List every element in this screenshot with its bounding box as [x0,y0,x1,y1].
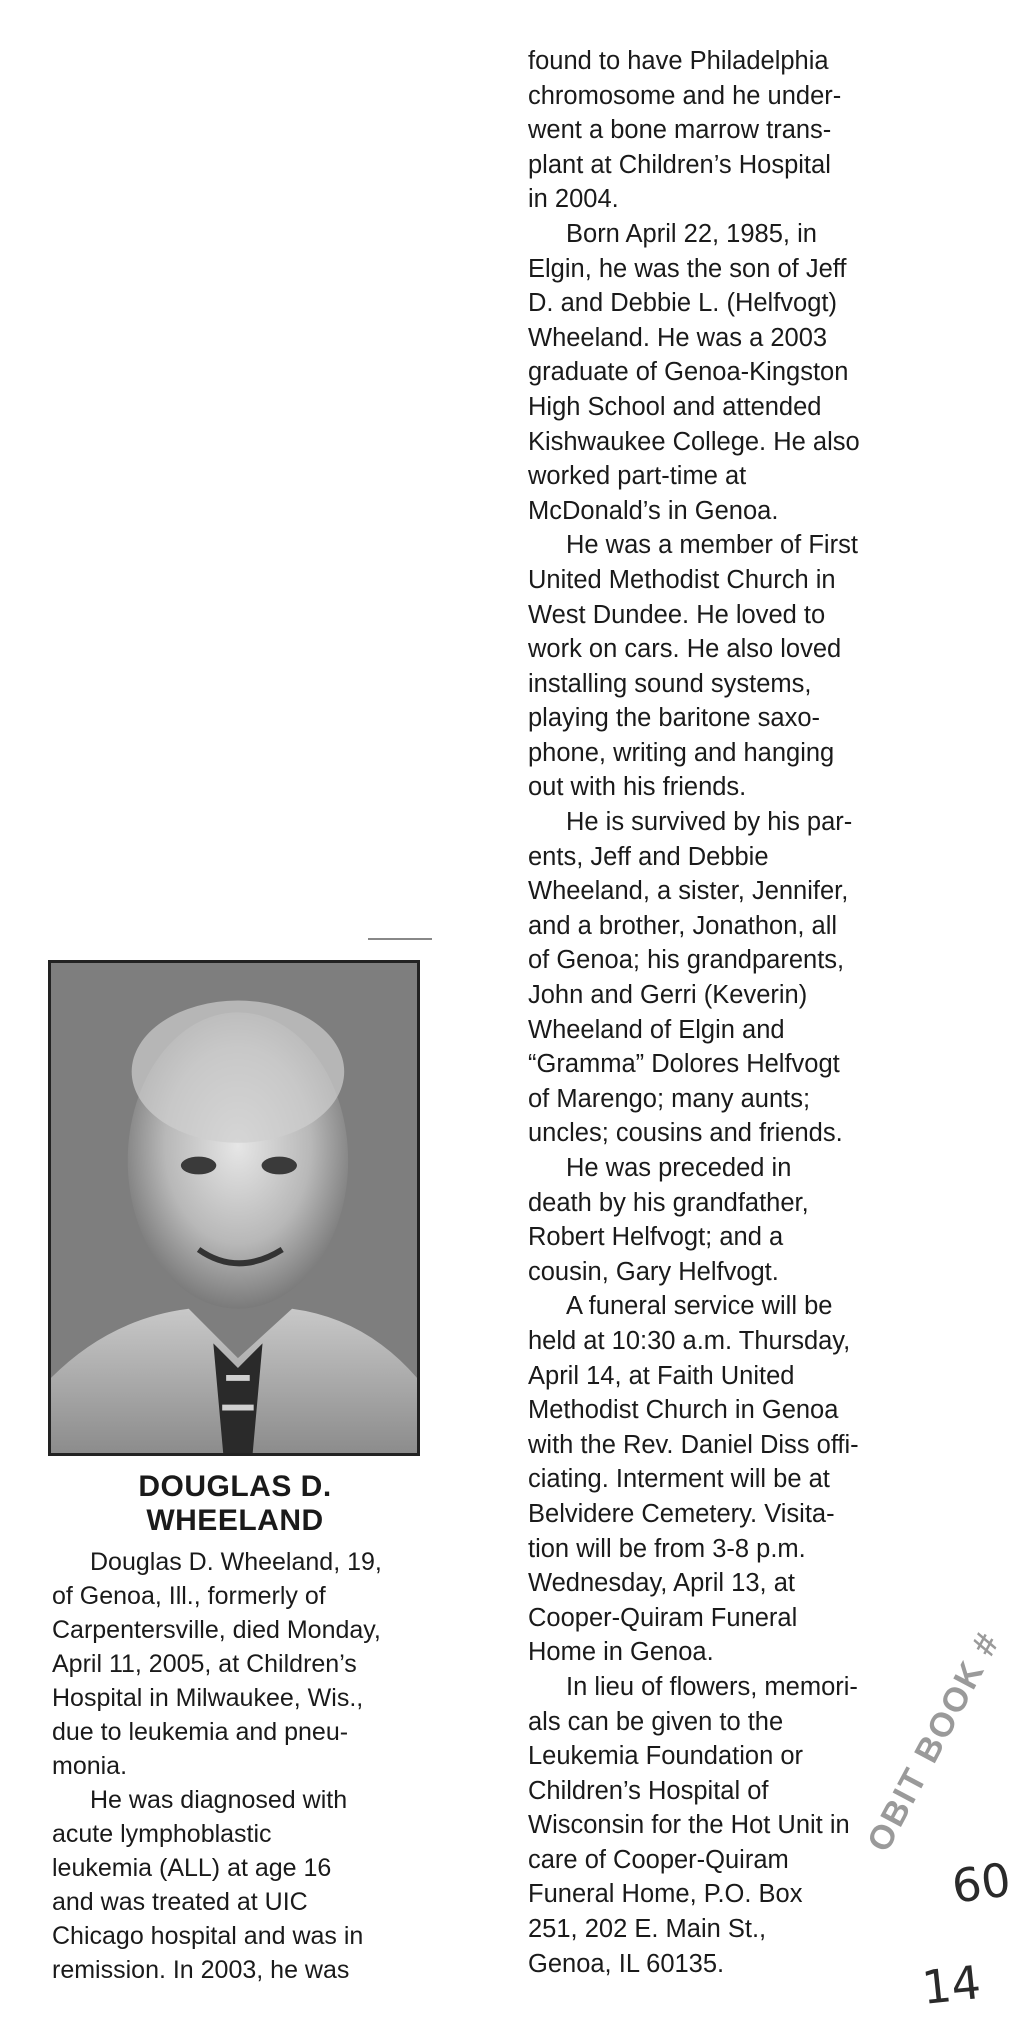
text-line: He was preceded in [566,1154,792,1182]
name-line-1: DOUGLAS D. [138,1470,332,1503]
paragraph [52,1783,432,1987]
text-line: Wheeland of Elgin and [528,1015,785,1044]
text-line: A funeral service will be [566,1292,833,1321]
text-line: Children’s Hospital of [528,1776,769,1805]
text-line: cousin, Gary Helfvogt. [528,1257,779,1286]
paragraph [528,44,968,217]
text-line: He was diagnosed with [90,1786,348,1814]
text-line: uncles; cousins and friends. [528,1119,843,1148]
text-line: tion will be from 3-8 p.m. [528,1534,806,1563]
text-line: acute lymphoblastic [52,1820,272,1848]
text-line: monia. [52,1752,128,1780]
divider-rule [368,938,432,940]
text-line: phone, writing and hanging [528,738,835,767]
text-line: Methodist Church in Genoa [528,1396,839,1425]
text-line: D. and Debbie L. (Helfvogt) [528,289,837,318]
text-line: Wisconsin for the Hot Unit in [528,1811,850,1840]
text-line: and was treated at UIC [52,1888,308,1916]
text-line: of Marengo; many aunts; [528,1084,811,1113]
text-line: Cooper-Quiram Funeral [528,1603,798,1632]
portrait-photo [48,960,420,1456]
text-line: Robert Helfvogt; and a [528,1223,784,1252]
text-line: ciating. Interment will be at [528,1465,830,1494]
text-line: He is survived by his par- [566,808,853,837]
text-line: Wheeland, a sister, Jennifer, [528,877,849,906]
paragraph [52,1545,432,1783]
text-line: worked part-time at [528,462,747,491]
text-line: als can be given to the [528,1707,784,1736]
paragraph [528,1151,968,1289]
text-line: McDonald’s in Genoa. [528,496,779,525]
text-line: “Gramma” Dolores Helfvogt [528,1050,840,1079]
paragraph [528,805,968,1151]
text-line: installing sound systems, [528,669,812,698]
text-line: plant at Children’s Hospital [528,150,831,179]
text-line: Hospital in Milwaukee, Wis., [52,1684,364,1712]
text-line: chromosome and he under- [528,81,842,110]
paragraph [528,217,968,528]
text-line: Genoa, IL 60135. [528,1949,725,1978]
text-line: Belvidere Cemetery. Visita- [528,1499,835,1528]
text-line: 251, 202 E. Main St., [528,1915,767,1944]
text-line: death by his grandfather, [528,1188,809,1217]
text-line: Wednesday, April 13, at [528,1569,795,1598]
text-line: leukemia (ALL) at age 16 [52,1854,332,1882]
text-line: Chicago hospital and was in [52,1922,364,1950]
text-line: of Genoa, Ill., formerly of [52,1582,326,1610]
text-line: Wheeland. He was a 2003 [528,323,828,352]
paragraph [528,528,968,805]
text-line: graduate of Genoa-Kingston [528,358,849,387]
text-line: United Methodist Church in [528,565,836,594]
portrait-icon [51,963,417,1453]
obit-book-stamp: OBIT BOOK # [860,1625,1008,1858]
text-line: due to leukemia and pneu- [52,1718,349,1746]
paragraph [528,1289,968,1670]
text-line: Elgin, he was the son of Jeff [528,254,847,283]
text-line: In lieu of flowers, memori- [566,1672,858,1701]
text-line: Leukemia Foundation or [528,1742,804,1771]
text-line: Douglas D. Wheeland, 19, [90,1548,382,1576]
name-line-2: WHEELAND [146,1504,324,1537]
text-line: He was a member of First [566,531,858,560]
left-column [52,1545,432,1987]
text-line: Kishwaukee College. He also [528,427,860,456]
text-line: April 14, at Faith United [528,1361,795,1390]
text-line: Funeral Home, P.O. Box [528,1880,803,1909]
text-line: High School and attended [528,392,822,421]
text-line: of Genoa; his grandparents, [528,946,845,975]
text-line: Carpentersville, died Monday, [52,1616,381,1644]
text-line: in 2004. [528,185,619,214]
text-line: John and Gerri (Keverin) [528,981,808,1010]
text-line: with the Rev. Daniel Diss offi- [528,1430,859,1459]
right-column [528,44,968,1981]
text-line: Home in Genoa. [528,1638,714,1667]
deceased-name [50,1470,420,1538]
handwritten-page-number: 14 [919,1955,984,2015]
text-line: remission. In 2003, he was [52,1956,350,1984]
text-line: ents, Jeff and Debbie [528,842,769,871]
text-line: April 11, 2005, at Children’s [52,1650,357,1678]
text-line: Born April 22, 1985, in [566,219,817,248]
text-line: went a bone marrow trans- [528,116,832,145]
text-line: work on cars. He also loved [528,635,842,664]
text-line: playing the baritone saxo- [528,704,821,733]
text-line: out with his friends. [528,773,747,802]
handwritten-book-number: 60 [948,1852,1015,1914]
text-line: and a brother, Jonathon, all [528,911,838,940]
text-line: West Dundee. He loved to [528,600,826,629]
text-line: held at 10:30 a.m. Thursday, [528,1326,851,1355]
text-line: found to have Philadelphia [528,47,829,75]
text-line: care of Cooper-Quiram [528,1845,789,1874]
